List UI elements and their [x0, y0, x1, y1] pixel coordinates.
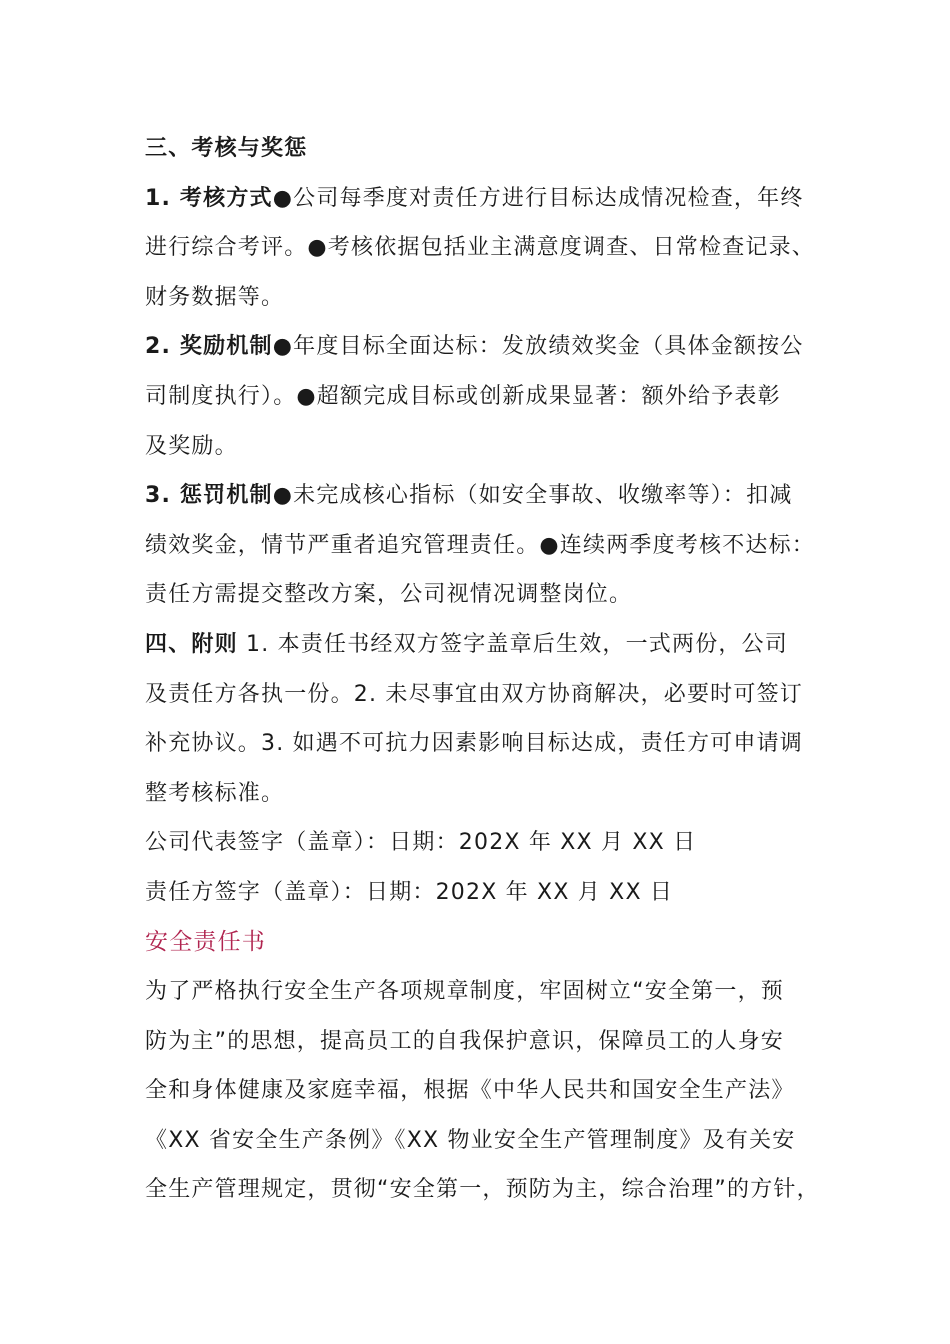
body-text: 补充协议。3. 如遇不可抗力因素影响目标达成，责任方可申请调: [145, 731, 803, 757]
paragraph-line: [145, 322, 835, 372]
body-text: 为了严格执行安全生产各项规章制度，牢固树立“安全第一，预: [145, 979, 784, 1005]
title-text: 安全责任书: [145, 928, 266, 955]
body-text: 《XX 省安全生产条例》《XX 物业安全生产管理制度》及有关安: [145, 1127, 796, 1153]
heading-text: 三、考核与奖惩: [145, 136, 308, 161]
paragraph-line: [145, 174, 835, 224]
document-page: [145, 124, 835, 1215]
paragraph-line: [145, 719, 835, 769]
signature-line-company: [145, 818, 835, 868]
body-text: 财务数据等。: [145, 284, 285, 310]
body-text: 绩效奖金，情节严重者追究管理责任。●连续两季度考核不达标：: [145, 532, 815, 558]
body-text: 司制度执行）。●超额完成目标或创新成果显著：额外给予表彰: [145, 383, 781, 409]
paragraph-line: [145, 1066, 835, 1116]
body-text: 全生产管理规定，贯彻“安全第一，预防为主，综合治理”的方针，: [145, 1177, 820, 1203]
body-text: ●未完成核心指标（如安全事故、收缴率等）：扣减: [272, 483, 793, 509]
body-text: ●年度目标全面达标：发放绩效奖金（具体金额按公: [272, 334, 804, 360]
body-text: 责任方需提交整改方案，公司视情况调整岗位。: [145, 582, 633, 608]
body-text: 进行综合考评。●考核依据包括业主满意度调查、日常检查记录、: [145, 235, 815, 261]
paragraph-line: [145, 1116, 835, 1166]
body-text: 整考核标准。: [145, 780, 285, 806]
body-text: 防为主”的思想，提高员工的自我保护意识，保障员工的人身安: [145, 1028, 784, 1054]
paragraph-line: [145, 570, 835, 620]
section-heading-assessment: [145, 124, 835, 174]
paragraph-line: [145, 1017, 835, 1067]
paragraph-line: [145, 620, 835, 670]
paragraph-line: [145, 471, 835, 521]
paragraph-line: [145, 521, 835, 571]
body-text: 1. 本责任书经双方签字盖章后生效，一式两份，公司: [237, 631, 788, 657]
paragraph-line: [145, 422, 835, 472]
body-text: 公司代表签字（盖章）：日期：202X 年 XX 月 XX 日: [145, 830, 697, 856]
paragraph-line: [145, 223, 835, 273]
body-text: 及责任方各执一份。2. 未尽事宜由双方协商解决，必要时可签订: [145, 681, 803, 707]
paragraph-line: [145, 273, 835, 323]
body-text: 责任方签字（盖章）：日期：202X 年 XX 月 XX 日: [145, 879, 674, 905]
subheading-assessment-method: 1. 考核方式: [145, 185, 273, 211]
subheading-reward: 2. 奖励机制: [145, 334, 273, 360]
paragraph-line: [145, 372, 835, 422]
body-text: 全和身体健康及家庭幸福，根据《中华人民共和国安全生产法》: [145, 1078, 795, 1104]
signature-line-responsible-party: [145, 868, 835, 918]
subheading-penalty: 3. 惩罚机制: [145, 483, 273, 509]
paragraph-line: [145, 967, 835, 1017]
paragraph-line: [145, 670, 835, 720]
paragraph-line: [145, 769, 835, 819]
body-text: ●公司每季度对责任方进行目标达成情况检查，年终: [272, 185, 804, 211]
paragraph-line: [145, 1165, 835, 1215]
body-text: 及奖励。: [145, 433, 238, 459]
document-title-safety: [145, 918, 835, 968]
section-heading-appendix: 四、附则: [145, 631, 238, 657]
